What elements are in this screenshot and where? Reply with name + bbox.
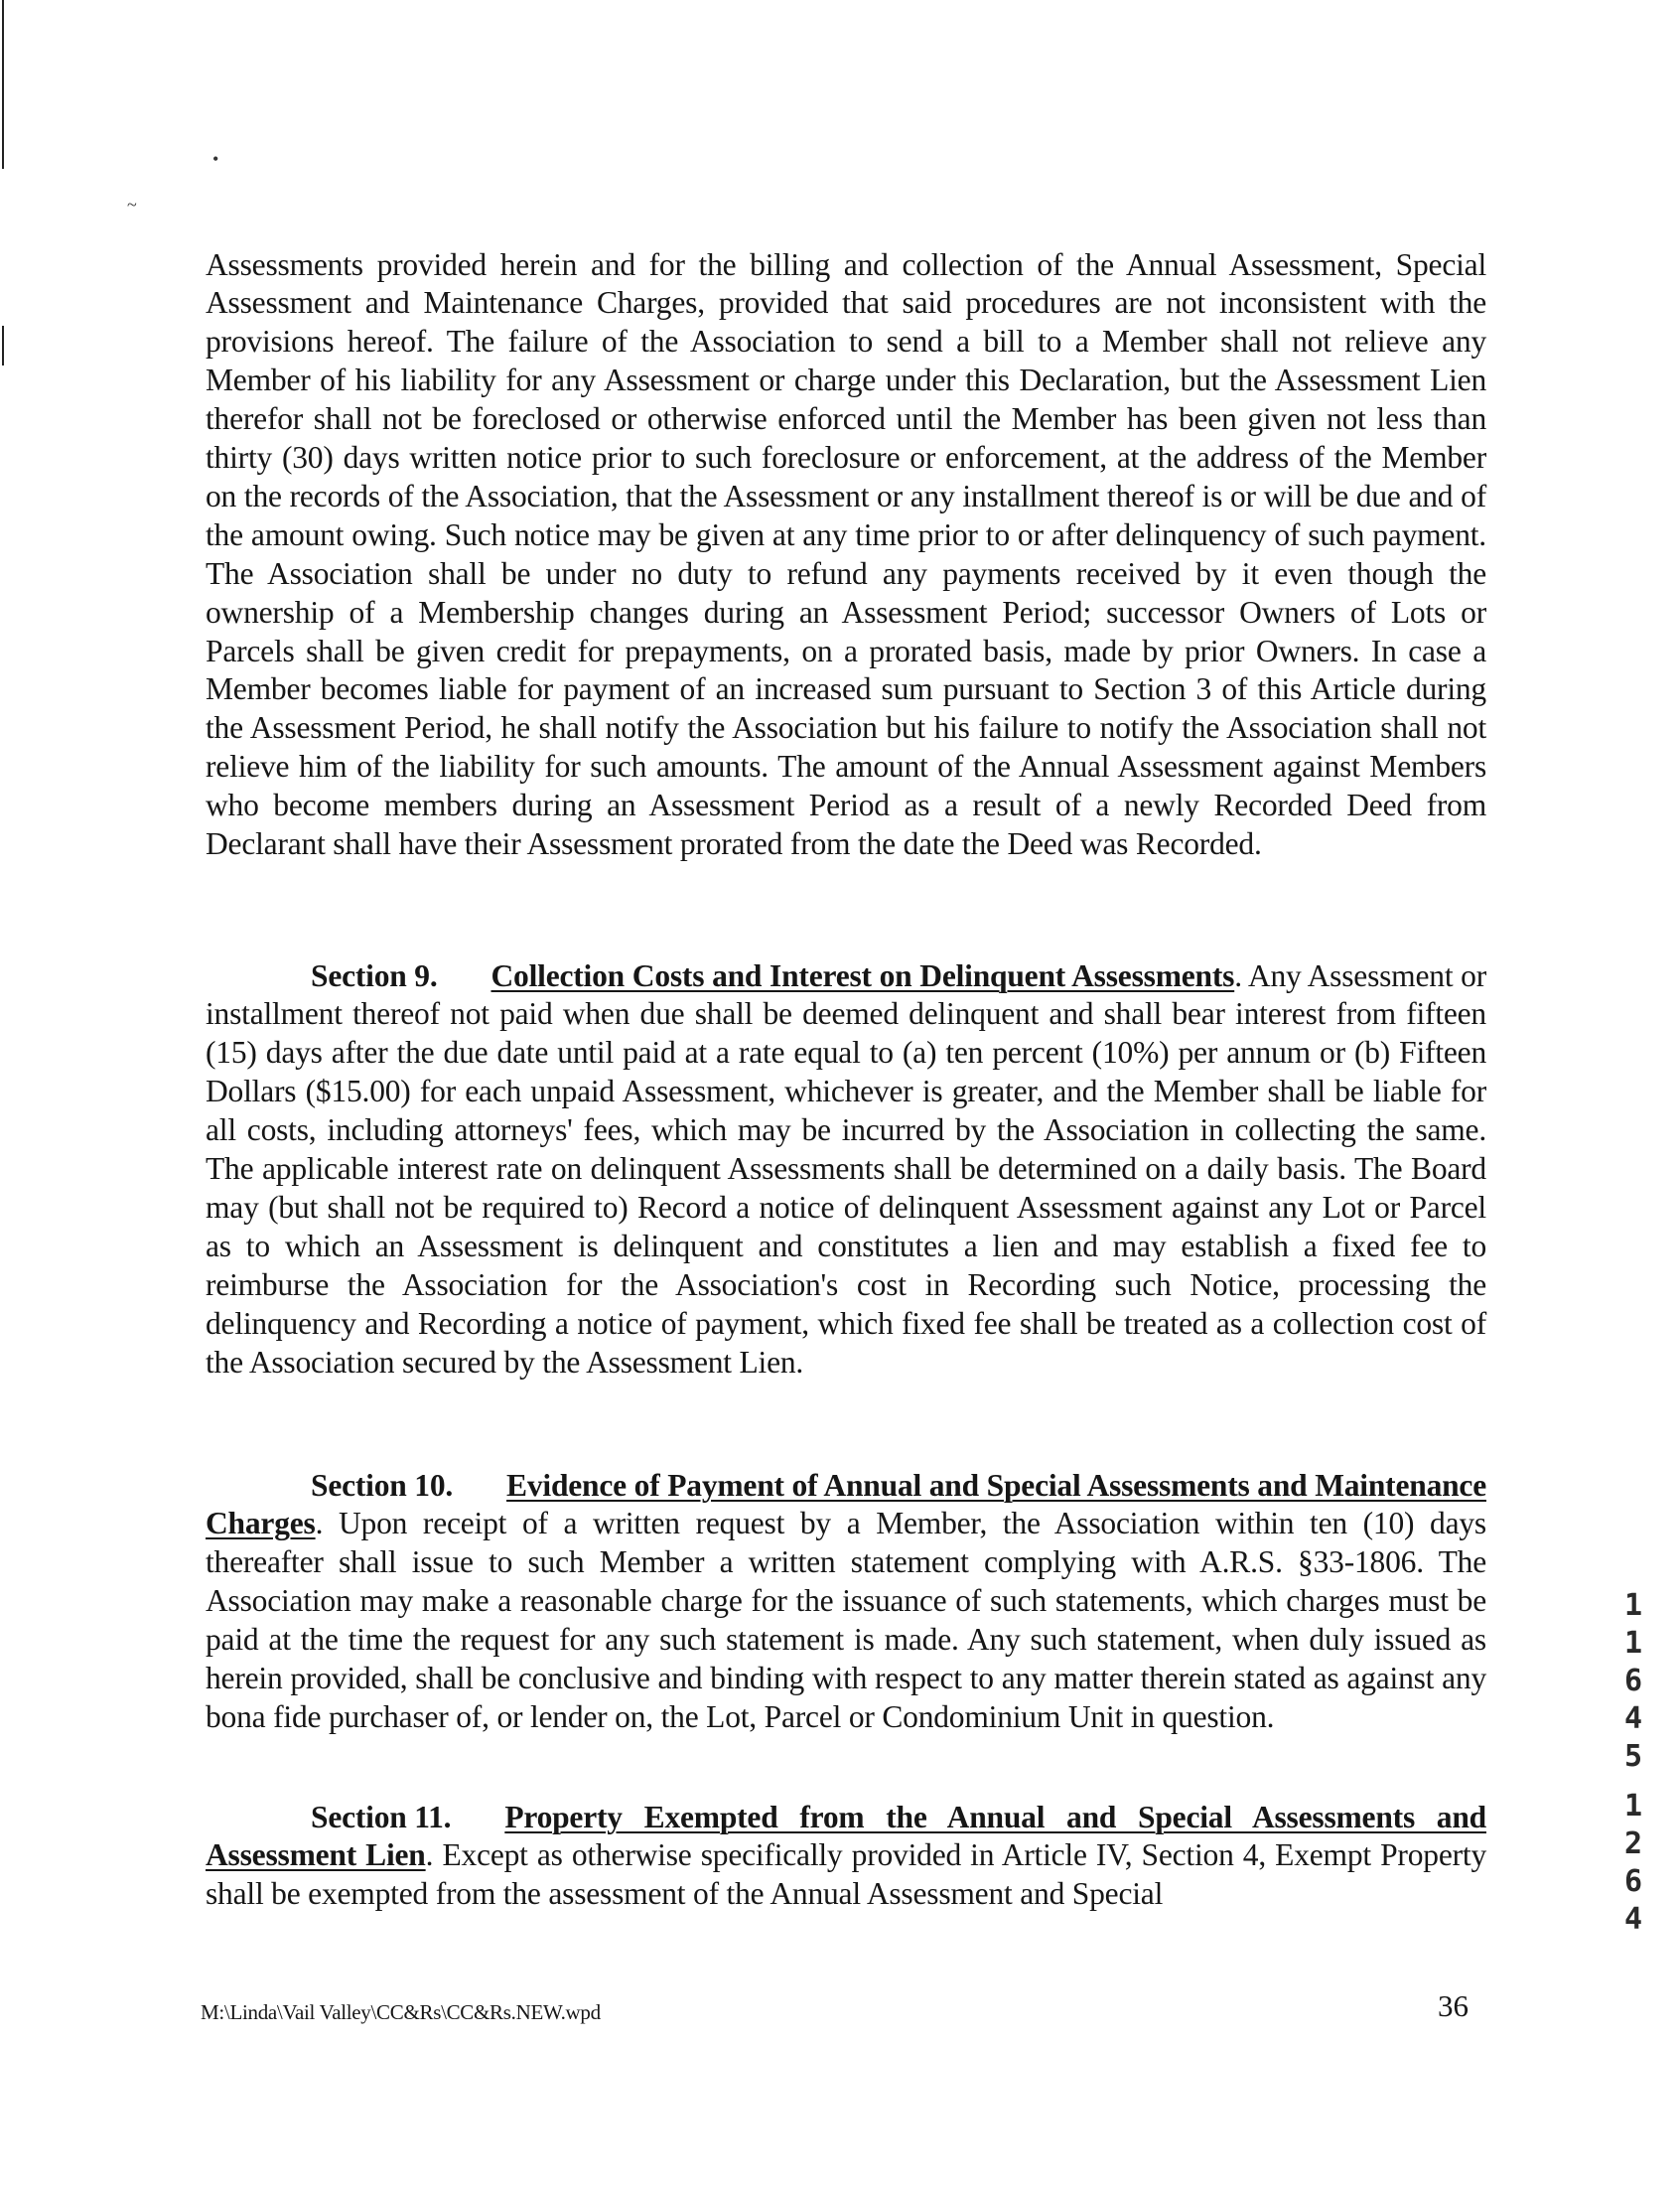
section-label: Section 10.	[311, 1467, 454, 1503]
page-number: 36	[1438, 1988, 1469, 2023]
stamp-digit: 1	[1623, 1588, 1643, 1623]
section-body: . Upon receipt of a written request by a Member, the Association within ten (10) days thereafter shall issue to such Member a written statement complying with A.R.S. §33-1806. The Association may make a reasonable charge for the issuance of such statements, which charges must be paid at the time the request for any such statement is made. Any such statement, when duly issued as herein provided, shall be conclusive and binding with respect to any matter therein stated as against any bona fide purchaser of, or lender on, the Lot, Parcel or Condominium Unit in question.	[206, 1506, 1486, 1734]
section-body: . Except as otherwise specifically provided in Article IV, Section 4, Exempt Property shall be exempted from the assessment of the Annual Assessment and Special	[206, 1837, 1486, 1912]
scan-edge-line	[2, 0, 4, 169]
stamp-digit: 4	[1623, 1902, 1643, 1937]
stamp-digit: 6	[1623, 1664, 1643, 1698]
section-label: Section 11.	[311, 1799, 452, 1834]
stamp-digit: 5	[1623, 1739, 1643, 1774]
continued-paragraph: Assessments provided herein and for the billing and collection of the Annual Assessment, Special Assessment and Maintenance Charges, provided that said procedures are not inconsistent with the provisions hereof. The failure of the Association to send a bill to a Member shall not relieve any Member of his liability for any Assessment or charge under this Declaration, but the Assessment Lien therefor shall not be foreclosed or otherwise enforced until the Member has been given not less than thirty (30) days written notice prior to such foreclosure or enforcement, at the address of the Member on the records of the Association, that the Assessment or any installment thereof is or will be due and of the amount owing. Such notice may be given at any time prior to or after delinquency of such payment. The Association shall be under no duty to refund any payments received by it even though the ownership of a Membership changes during an Assessment Period; successor Owners of Lots or Parcels shall be given credit for prepayments, on a prorated basis, made by prior Owners. In case a Member becomes liable for payment of an increased sum pursuant to Section 3 of this Article during the Assessment Period, he shall notify the Association but his failure to notify the Association shall not relieve him of the liability for such amounts. The amount of the Annual Assessment against Members who become members during an Assessment Period as a result of a newly Recorded Deed from Declarant shall have their Assessment prorated from the date the Deed was Recorded.	[206, 246, 1486, 862]
stamp-digit: 6	[1623, 1864, 1643, 1899]
scan-speck: ~	[127, 195, 137, 215]
section-body: . Any Assessment or installment thereof not paid when due shall be deemed delinquent and shall bear interest from fifteen (15) days after the due date until paid at a rate equal to (a) ten percent (10%) per annum or (b) Fifteen Dollars ($15.00) for each unpaid Assessment, whichever is greater, and the Member shall be liable for all costs, including attorneys' fees, which may be incurred by the Association in collecting the same. The applicable interest rate on delinquent Assessments shall be determined on a daily basis. The Board may (but shall not be required to) Record a notice of delinquent Assessment against any Lot or Parcel as to which an Assessment is delinquent and constitutes a lien and may establish a fixed fee to reimburse the Association for the Association's cost in Recording such Notice, processing the delinquency and Recording a notice of payment, which fixed fee shall be treated as a collection cost of the Association secured by the Assessment Lien.	[206, 957, 1487, 1380]
scan-edge-mark	[2, 326, 4, 365]
section-11	[206, 1799, 1486, 1915]
section-title: Evidence of Payment of Annual and Special Assessments and Maintenance Charges	[206, 1467, 1486, 1541]
stamp-digit: 1	[1623, 1789, 1643, 1824]
stamp-digit: 4	[1623, 1701, 1643, 1736]
section-10	[206, 1467, 1486, 1737]
footer-file-path: M:\Linda\Vail Valley\CC&Rs\CC&Rs.NEW.wpd	[201, 2000, 601, 2024]
section-title: Collection Costs and Interest on Delinquent Assessments	[490, 957, 1235, 993]
margin-stamp-upper	[1620, 1587, 1646, 1776]
stamp-digit: 2	[1623, 1826, 1643, 1861]
margin-stamp-lower	[1620, 1788, 1646, 1939]
scan-speck: •	[212, 149, 219, 169]
section-9	[206, 957, 1486, 1383]
section-label: Section 9.	[311, 957, 438, 993]
section-title: Property Exempted from the Annual and Special Assessments and Assessment Lien	[206, 1799, 1486, 1873]
stamp-digit: 1	[1623, 1626, 1643, 1661]
